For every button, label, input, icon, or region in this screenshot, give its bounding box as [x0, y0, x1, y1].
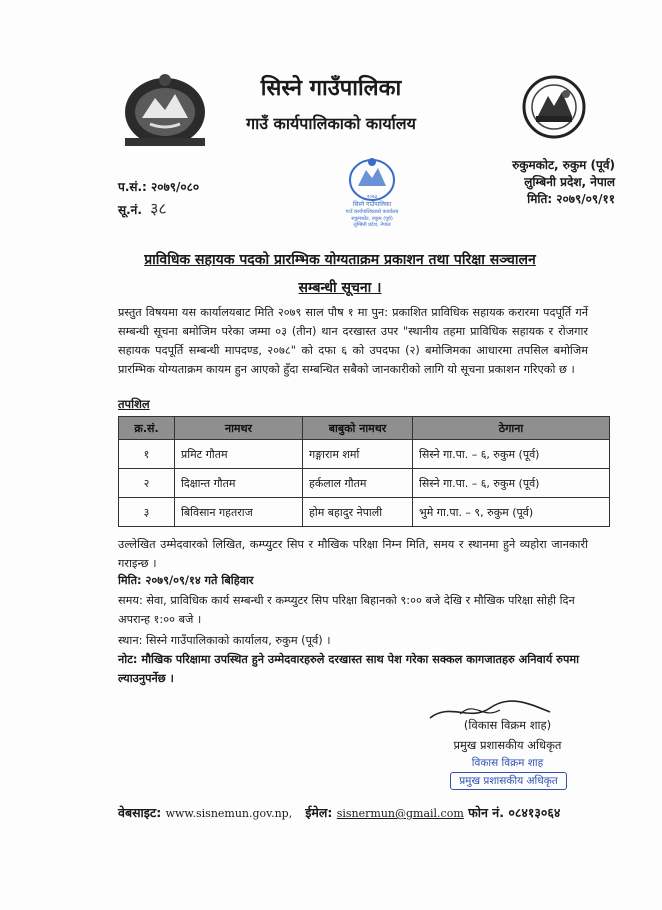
patra-value: २०७९/०८० [151, 180, 200, 194]
website-link[interactable]: www.sisnemun.gov.np, [165, 807, 293, 820]
header-address: ठेगाना [413, 417, 610, 440]
chalani-value: ३८ [150, 199, 167, 218]
municipality-logo-icon [522, 74, 586, 140]
cell-father-name: गङ्गाराम शर्मा [303, 440, 413, 469]
cell-address: सिस्ने गा.पा. – ६, रुकुम (पूर्व) [413, 469, 610, 498]
municipality-title: सिस्ने गाउँपालिका [260, 76, 402, 101]
seal-text-1: सिस्ने गाउँपालिका [352, 201, 392, 208]
office-title: गाउँ कार्यपालिकाको कार्यालय [246, 114, 416, 133]
address-line-1: रुकुमकोट, रुकुम (पूर्व) [512, 158, 615, 172]
body-paragraph-2: उल्लेखित उम्मेदवारको लिखित, कम्प्युटर सिप र मौखिक परिक्षा निम्न मिति, समय र स्थानमा हुने व्यहोरा जानकारी गराइन्छ । [118, 538, 588, 570]
phone-number: ०८४१३०६४ [508, 805, 561, 820]
exam-place: स्थान: सिस्ने गाउँपालिकाको कार्यालय, रुकुम (पूर्व) । [118, 634, 331, 647]
exam-time: समय: सेवा, प्राविधिक कार्य सम्बन्धी र कम्प्युटर सिप परिक्षा बिहानको ९:०० बजे देखि र मौखिक परिक्षा सोही दिन अपरान्ह १:०० बजे । [118, 594, 575, 626]
cell-name: बिविसान गहतराज [175, 498, 303, 527]
patra-sankhya [118, 178, 199, 195]
office-seal-icon [322, 140, 422, 230]
patra-label: प.सं.: [118, 180, 147, 194]
chalani-number [118, 197, 167, 219]
cell-father-name: हर्कलाल गौतम [303, 469, 413, 498]
cell-address: भुमे गा.पा. – ९, रुकुम (पूर्व) [413, 498, 610, 527]
notice-date: मिति: २०७९/०९/११ [527, 192, 615, 206]
chalani-label: सू.नं. [118, 203, 142, 217]
header-father-name: बाबुको नामथर [303, 417, 413, 440]
subject-line-1: प्राविधिक सहायक पदको प्रारम्भिक योग्यताक्रम प्रकाशन तथा परिक्षा सञ्चालन [144, 252, 536, 268]
table-row [119, 440, 610, 469]
footer-contact [118, 804, 560, 821]
tapsil-heading: तपशिल [118, 397, 150, 411]
cell-name: प्रमिट गौतम [175, 440, 303, 469]
cell-sn: १ [119, 440, 175, 469]
exam-note: नोट: मौखिक परिक्षामा उपस्थित हुने उम्मेदवारहरुले दरखास्त साथ पेश गरेका सक्कल कागजातहरु अनिवार्य रुपमा ल्याउनुपर्नेछ । [118, 653, 580, 685]
cell-sn: ३ [119, 498, 175, 527]
cell-father-name: होम बहादुर नेपाली [303, 498, 413, 527]
signatory-title: प्रमुख प्रशासकीय अधिकृत [453, 738, 562, 752]
seal-text-3: रुकुमकोट, रुकुम (पूर्व) [351, 216, 393, 222]
header-name: नामथर [175, 417, 303, 440]
seal-text-year: २०७३ [366, 194, 378, 200]
table-row [119, 498, 610, 527]
signatory-name: (विकास विक्रम शाह) [463, 718, 552, 732]
exam-date: मिति: २०७९/०९/१४ गते बिहिवार [118, 574, 254, 587]
website-label: वेबसाइट: [118, 805, 162, 820]
email-label: ईमेल: [305, 805, 333, 820]
header-sn: क्र.सं. [119, 417, 175, 440]
cell-address: सिस्ने गा.पा. – ६, रुकुम (पूर्व) [413, 440, 610, 469]
email-link[interactable]: sisnermun@gmail.com [336, 807, 464, 820]
subject-line-2: सम्बन्धी सूचना । [298, 280, 382, 296]
address-line-2: लुम्बिनी प्रदेश, नेपाल [524, 175, 615, 189]
seal-text-4: लुम्बिनी प्रदेश, नेपाल [353, 222, 391, 228]
candidate-table [118, 416, 610, 527]
stamp-title: प्रमुख प्रशासकीय अधिकृत [450, 772, 567, 790]
phone-label: फोन नं. [468, 805, 504, 820]
seal-text-2: गाउँ कार्यपालिकाको कार्यालय [345, 209, 399, 215]
body-paragraph-1: प्रस्तुत विषयमा यस कार्यालयबाट मिति २०७९ साल पौष १ मा पुन: प्रकाशित प्राविधिक सहायक करारमा पदपूर्ति गर्ने सम्बन्धी सूचना बमोजिम परेका जम्मा ०३ (तीन) थान दरखास्त उपर "स्थानीय तहमा प्राविधिक सहायक र रोजगार सहायक पदपूर्ति सम्बन्धी मापदण्ड, २०७८" को दफा ६ को उपदफा (२) बमोजिमका आधारमा तपसिल बमोजिम प्रारम्भिक योग्यताक्रम कायम हुन आएको हुँदा सम्बन्धित सबैको जानकारीको लागि यो सूचना प्रकाशन गरिएको छ । [118, 306, 588, 376]
table-header-row [119, 417, 610, 440]
table-row [119, 469, 610, 498]
cell-sn: २ [119, 469, 175, 498]
stamp-name: विकास विक्रम शाह [471, 757, 544, 769]
cell-name: दिक्षान्त गौतम [175, 469, 303, 498]
